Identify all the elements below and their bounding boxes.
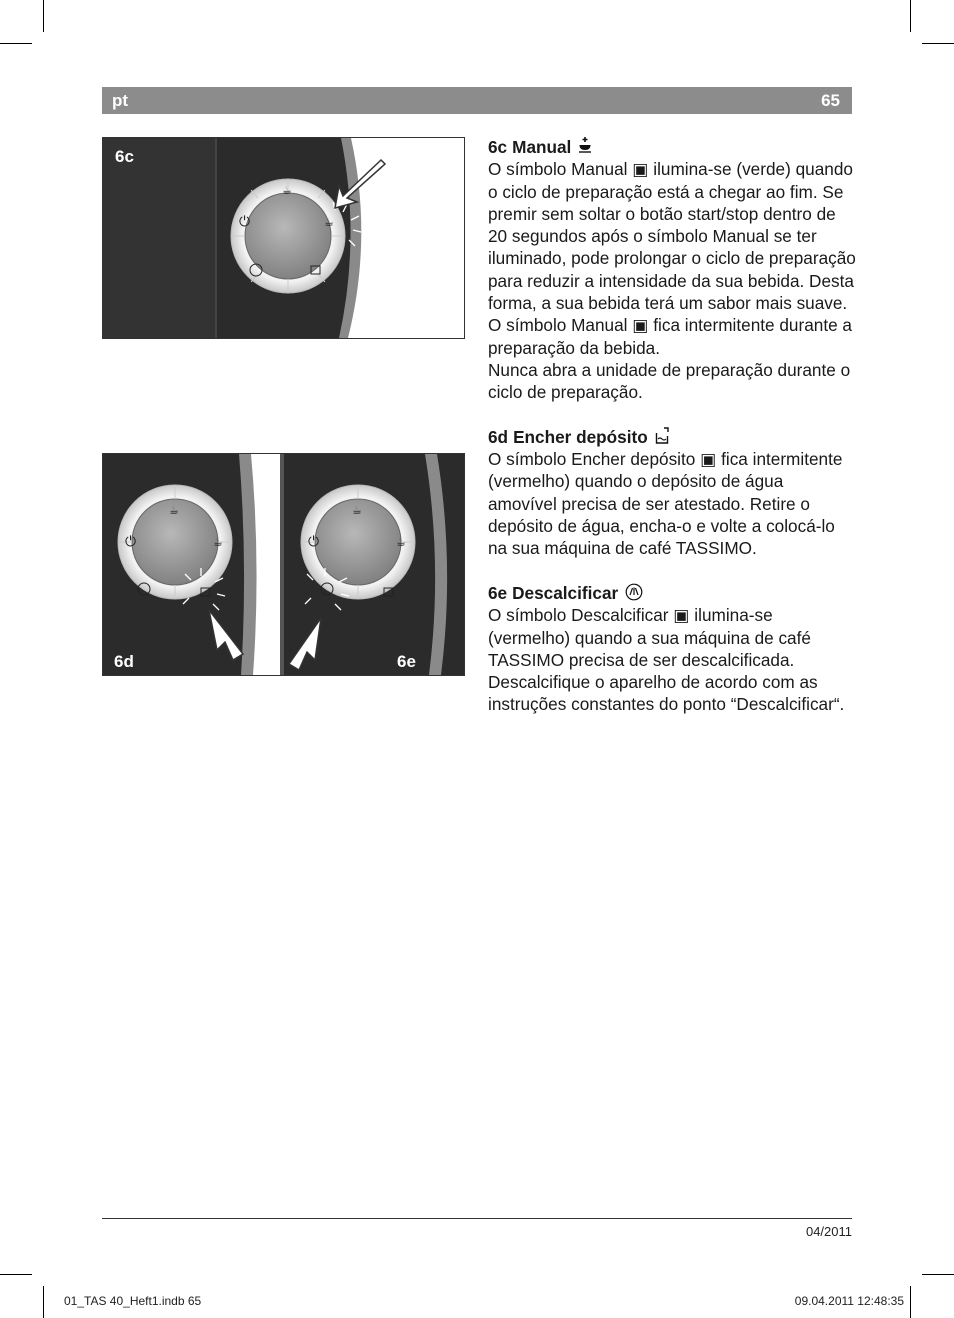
footer-date: 04/2011 — [805, 1224, 852, 1239]
instructions-column — [488, 136, 856, 716]
section-6c — [488, 136, 856, 404]
section-heading — [488, 582, 856, 604]
svg-text:⏻: ⏻ — [125, 534, 137, 550]
print-slug-right: 09.04.2011 12:48:35 — [794, 1294, 904, 1308]
svg-text:☕: ☕ — [324, 216, 334, 229]
paragraph: O símbolo Manual ▣ ilumina-se (verde) quando o ciclo de preparação está a chegar ao fim. Se premir sem soltar o botão start/stop dentro de 20 segundos após o símbolo Manual se ter iluminado, pode prolongar o ciclo de preparação para reduzir a intensidade da sua bebida. Desta forma, a sua bebida terá um sabor mais suave. — [488, 159, 856, 314]
figure-label-6d: 6d — [114, 652, 134, 671]
manual-cup-icon — [578, 137, 592, 155]
descale-icon — [625, 583, 643, 601]
crop-mark — [910, 0, 911, 32]
language-code: pt — [112, 91, 129, 110]
section-number: 6c — [488, 137, 508, 157]
page-number: 65 — [821, 91, 840, 110]
paragraph: O símbolo Manual ▣ fica intermitente durante a preparação da bebida. — [488, 315, 852, 358]
print-slug-left: 01_TAS 40_Heft1.indb 65 — [64, 1294, 202, 1308]
crop-mark — [922, 43, 954, 44]
crop-mark — [0, 1274, 32, 1275]
svg-text:⏻: ⏻ — [239, 214, 251, 230]
svg-text:☕: ☕ — [282, 184, 292, 197]
crop-mark — [0, 43, 32, 44]
figure-6d-6e — [102, 453, 465, 676]
section-number: 6e — [488, 582, 508, 603]
crop-mark — [43, 1286, 44, 1318]
svg-text:⏻: ⏻ — [308, 534, 320, 550]
machine-control-illustration-6d-6e — [103, 454, 464, 675]
section-heading — [488, 136, 856, 158]
section-title: Manual — [512, 137, 572, 157]
section-6d — [488, 426, 856, 560]
crop-mark — [910, 1286, 911, 1318]
figure-label-6c: 6c — [115, 147, 134, 166]
machine-control-illustration-6c — [103, 138, 464, 338]
figure-label-6e: 6e — [397, 652, 416, 671]
page-header — [102, 87, 852, 114]
section-title: Descalcificar — [512, 582, 619, 603]
svg-text:☕: ☕ — [352, 504, 362, 517]
water-tank-icon — [655, 427, 670, 445]
svg-text:☕: ☕ — [169, 504, 179, 517]
svg-text:☕: ☕ — [213, 536, 223, 549]
crop-mark — [43, 0, 44, 32]
paragraph: O símbolo Descalcificar ▣ ilumina-se (vermelho) quando a sua máquina de café TASSIMO precisa de ser descalcificada. Descalcifique o aparelho de acordo com as instruções constantes do ponto “Descalcificar“. — [488, 605, 845, 715]
section-title: Encher depósito — [513, 426, 648, 447]
paragraph: Nunca abra a unidade de preparação durante o ciclo de preparação. — [488, 359, 851, 403]
crop-mark — [922, 1274, 954, 1275]
figure-6c — [102, 137, 465, 339]
footer-divider — [102, 1218, 852, 1219]
section-number: 6d — [488, 426, 509, 447]
section-6e — [488, 582, 856, 716]
paragraph: O símbolo Encher depósito ▣ fica intermitente (vermelho) quando o depósito de água amovível precisa de ser atestado. Retire o depósito de água, encha-o e volte a colocá-lo na sua máquina de café TASSIMO. — [488, 449, 843, 559]
section-heading — [488, 426, 856, 448]
svg-text:☕: ☕ — [396, 536, 406, 549]
